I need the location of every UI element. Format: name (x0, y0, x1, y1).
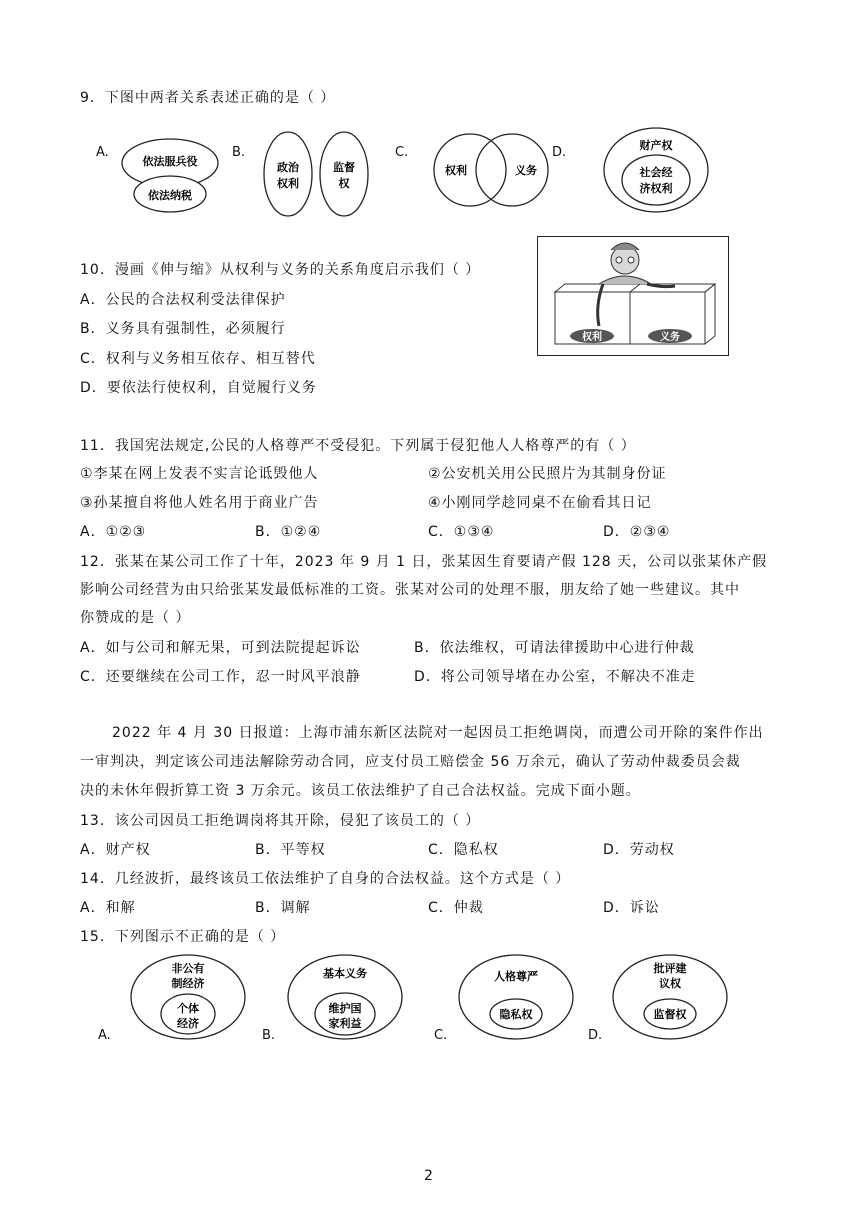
q15-label-d: D. (588, 1028, 603, 1043)
q15-d-outer-2: 议权 (659, 977, 681, 990)
q9-b-left-2: 权利 (277, 177, 299, 190)
q14-stem: 14．几经波折，最终该员工依法维护了自身的合法权益。这个方式是（ ） (80, 871, 571, 887)
q9-d-inner-1: 社会经 (639, 166, 673, 179)
passage-line-1: 2022 年 4 月 30 日报道：上海市浦东新区法院对一起因员工拒绝调岗，而遭公司开除的案件作出 (112, 725, 764, 741)
q15-label-c: C. (434, 1028, 448, 1043)
q14-option-b: B．调解 (255, 900, 311, 916)
q10-option-b: B．义务具有强制性，必须履行 (80, 321, 286, 337)
q13-option-d: D．劳动权 (603, 842, 675, 858)
q12-option-b: B．依法维权，可请法律援助中心进行仲裁 (414, 640, 695, 656)
q15-label-b: B. (262, 1028, 276, 1043)
q15-d-inner: 监督权 (653, 1008, 687, 1021)
q10-cartoon (537, 236, 729, 356)
q11-item-4: ④小刚同学趁同桌不在偷看其日记 (428, 495, 652, 511)
q9-b-right-2: 权 (338, 177, 350, 190)
q11-option-a: A．①②③ (80, 524, 147, 540)
q10-stem: 10．漫画《伸与缩》从权利与义务的关系角度启示我们（ ） (80, 262, 481, 278)
q15-a-inner-1: 个体 (177, 1002, 199, 1015)
q12-line-2: 影响公司经营为由只给张某发最低标准的工资。张某对公司的处理不服，朋友给了她一些建议。其中 (80, 582, 740, 598)
q11-option-c: C．①③④ (428, 524, 495, 540)
q12-line-3: 你赞成的是（ ） (80, 610, 191, 626)
q9-a-outer: 依法服兵役 (142, 155, 198, 168)
q12-option-d: D．将公司领导堵在办公室，不解决不准走 (414, 669, 696, 685)
q15-d-outer-1: 批评建 (653, 962, 687, 975)
q9-label-d: D. (552, 145, 567, 160)
q15-a-inner-2: 经济 (177, 1017, 199, 1030)
q12-line-1: 12．张某在某公司工作了十年，2023 年 9 月 1 日，张某因生育要请产假 128 天，公司以张某休产假 (80, 554, 768, 570)
q9-d-inner-2: 济权利 (639, 182, 673, 195)
q10-option-d: D．要依法行使权利，自觉履行义务 (80, 380, 317, 396)
q9-diagram-b (258, 128, 378, 220)
q14-option-d: D．诉讼 (603, 900, 660, 916)
q15-diagram-b (285, 952, 407, 1042)
q10-option-a: A．公民的合法权利受法律保护 (80, 292, 286, 308)
q13-option-c: C．隐私权 (428, 842, 499, 858)
q9-c-left: 权利 (445, 164, 467, 177)
q11-stem: 11．我国宪法规定,公民的人格尊严不受侵犯。下列属于侵犯他人人格尊严的有（ ） (80, 438, 636, 454)
q15-b-outer: 基本义务 (323, 967, 367, 980)
q9-b-left-1: 政治 (277, 161, 299, 174)
q15-c-inner: 隐私权 (499, 1008, 533, 1021)
page-number: 2 (424, 1168, 433, 1184)
q13-option-b: B．平等权 (255, 842, 326, 858)
q9-label-b: B. (232, 145, 246, 160)
q15-c-outer: 人格尊严 (494, 970, 538, 983)
q11-item-2: ②公安机关用公民照片为其制身份证 (428, 466, 667, 482)
q15-diagram-c (456, 952, 578, 1042)
q9-diagram-a (115, 135, 225, 215)
q15-a-outer-1: 非公有 (171, 962, 205, 975)
q9-diagram-c (430, 130, 556, 212)
q11-option-b: B．①②④ (255, 524, 322, 540)
passage-line-2: 一审判决，判定该公司违法解除劳动合同，应支付员工赔偿金 56 万余元，确认了劳动仲裁委员会裁 (80, 754, 741, 770)
q9-label-a: A. (96, 145, 109, 160)
q15-b-inner-2: 家利益 (328, 1017, 362, 1030)
q13-stem: 13．该公司因员工拒绝调岗将其开除，侵犯了该员工的（ ） (80, 813, 481, 829)
q15-stem: 15．下列图示不正确的是（ ） (80, 929, 286, 945)
q9-label-c: C. (395, 145, 409, 160)
q15-a-outer-2: 制经济 (171, 977, 205, 990)
q12-option-a: A．如与公司和解无果，可到法院提起诉讼 (80, 640, 361, 656)
q9-stem: 9．下图中两者关系表述正确的是（ ） (80, 90, 336, 106)
q11-item-1: ①李某在网上发表不实言论诋毁他人 (80, 466, 319, 482)
q9-a-inner: 依法纳税 (148, 189, 192, 202)
q15-label-a: A. (98, 1028, 111, 1043)
q9-b-right-1: 监督 (333, 161, 355, 174)
q9-d-outer: 财产权 (639, 139, 673, 152)
q11-item-3: ③孙某擅自将他人姓名用于商业广告 (80, 495, 319, 511)
q10-cartoon-right: 义务 (660, 332, 680, 343)
q11-option-d: D．②③④ (603, 524, 671, 540)
q9-c-right: 义务 (515, 164, 537, 177)
q9-diagram-d (600, 124, 722, 216)
q10-option-c: C．权利与义务相互依存、相互替代 (80, 351, 316, 367)
q13-option-a: A．财产权 (80, 842, 151, 858)
q12-option-c: C．还要继续在公司工作，忍一时风平浪静 (80, 669, 361, 685)
q10-cartoon-left: 权利 (582, 332, 602, 343)
q14-option-c: C．仲裁 (428, 900, 484, 916)
q15-diagram-d (610, 952, 732, 1042)
q15-diagram-a (128, 952, 250, 1042)
q14-option-a: A．和解 (80, 900, 136, 916)
q15-b-inner-1: 维护国 (328, 1002, 362, 1015)
passage-line-3: 决的未休年假折算工资 3 万余元。该员工依法维护了自己合法权益。完成下面小题。 (80, 783, 641, 799)
